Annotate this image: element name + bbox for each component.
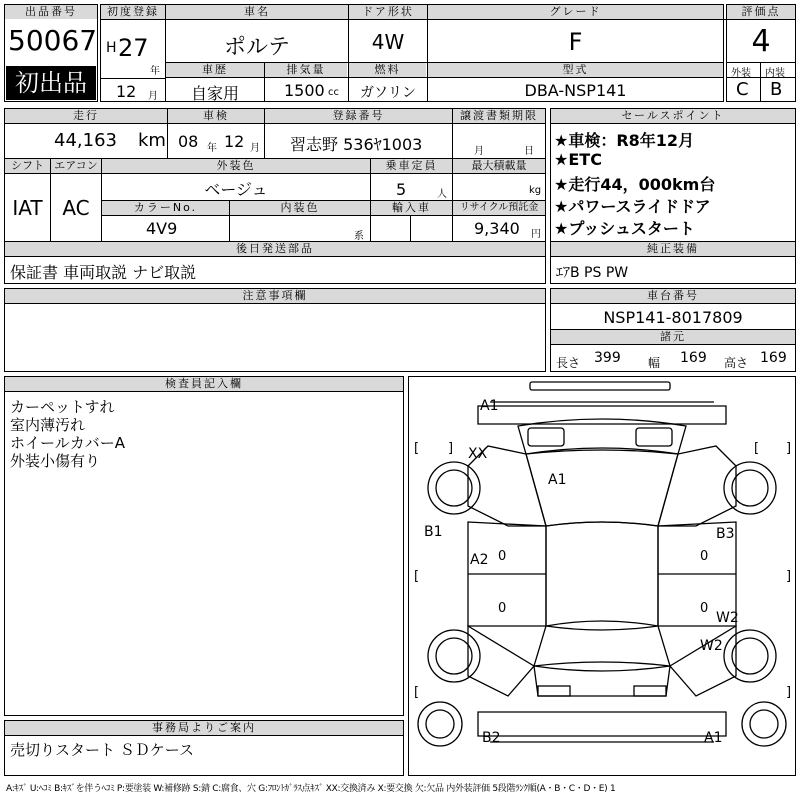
width-label: 幅	[648, 356, 661, 370]
damage-left-front: XX	[468, 446, 488, 462]
inspection-year-unit: 年	[207, 143, 217, 154]
shift-label: シフト	[5, 159, 50, 173]
era: H	[106, 40, 117, 56]
door-label: ドア形状	[349, 5, 427, 19]
svg-text:0: 0	[498, 601, 507, 616]
door-type: 4W	[371, 30, 405, 54]
svg-text:]: ]	[786, 441, 792, 456]
ext-color: ベージュ	[204, 180, 268, 199]
import-label: 輸入車	[371, 201, 452, 215]
capacity: 5	[396, 180, 407, 199]
plate-label: 登録番号	[265, 109, 452, 123]
displacement-label: 排気量	[265, 63, 347, 77]
car-name-label: 車名	[166, 5, 348, 19]
color-no: 4V9	[146, 219, 178, 238]
shift: IAT	[12, 196, 43, 220]
damage-left-door: A2	[470, 552, 489, 568]
later-parts-label: 後日発送部品	[5, 242, 545, 256]
equipment-label: 純正装備	[551, 242, 795, 256]
displacement: 1500	[284, 81, 325, 100]
spec-label: 諸元	[551, 330, 795, 344]
damage-right-rear: W2	[700, 638, 723, 654]
transfer-day: 日	[524, 146, 534, 157]
load-unit: kg	[529, 185, 542, 196]
sales-points-label: セールスポイント	[551, 109, 795, 123]
recycle: 9,340	[474, 219, 520, 238]
svg-text:[: [	[414, 685, 420, 700]
exterior-label: 外装	[731, 68, 751, 79]
reg-year-unit: 年	[150, 66, 160, 77]
damage-bonnet: A1	[548, 472, 567, 488]
sales-point: ★走行44，000km台	[554, 175, 716, 194]
score-label: 評価点	[727, 5, 795, 19]
inspection-month: 12	[224, 132, 245, 151]
legend: A:ｷｽﾞ U:ﾍｺﾐ B:ｷｽﾞを伴うﾍｺﾐ P:要塗装 W:補修跡 S:錆 C:腐食、穴 G:ﾌﾛﾝﾄｶﾞﾗｽ点ｷｽﾞ XX:交換済み X:要交換 欠:欠品 内外装評価 5段階ﾗﾝｸ順(A・B・C・D・E) 1	[6, 784, 616, 794]
reg-month-unit: 月	[148, 91, 158, 102]
exterior-grade: C	[736, 79, 749, 100]
inspector-line: 室内薄汚れ	[10, 416, 86, 434]
damage-left-side: B1	[424, 524, 443, 540]
fuel: ガソリン	[360, 85, 416, 101]
transfer-month: 月	[474, 146, 484, 157]
svg-text:[: [	[754, 441, 760, 456]
ac: AC	[62, 196, 90, 220]
equipment: ｴｱB PS PW	[556, 265, 629, 281]
int-color-unit: 系	[354, 231, 364, 242]
height: 169	[760, 350, 787, 366]
displacement-unit: cc	[328, 87, 339, 98]
lot-label: 出品番号	[5, 5, 97, 19]
capacity-unit: 人	[437, 189, 447, 200]
height-label: 高さ	[724, 356, 749, 370]
interior-grade: B	[770, 79, 783, 100]
first-reg-label: 初度登録	[101, 5, 165, 19]
svg-text:]: ]	[448, 441, 454, 456]
length: 399	[594, 350, 621, 366]
capacity-label: 乗車定員	[371, 159, 452, 173]
score: 4	[751, 24, 771, 59]
history-label: 車歴	[166, 63, 264, 77]
inspection-year: 08	[178, 132, 199, 151]
transfer-label: 譲渡書類期限	[453, 109, 545, 123]
ac-label: エアコン	[51, 159, 101, 173]
inspector-line: カーペットすれ	[10, 398, 115, 416]
load-label: 最大積載量	[453, 159, 545, 173]
grade-label: グレード	[428, 5, 723, 19]
reg-year: 27	[118, 34, 149, 62]
damage-right-door: W2	[716, 610, 739, 626]
recycle-unit: 円	[531, 229, 541, 240]
interior-label: 内装	[765, 68, 785, 79]
fuel-label: 燃料	[349, 63, 426, 77]
first-listing-badge: 初出品	[6, 66, 96, 100]
width: 169	[680, 350, 707, 366]
inspector-line: 外装小傷有り	[10, 452, 101, 470]
sales-point: ★ETC	[554, 150, 602, 169]
color-no-label: カラーNo.	[102, 201, 229, 215]
chassis-label: 車台番号	[551, 289, 795, 303]
model-label: 型式	[428, 63, 723, 77]
sales-point: ★パワースライドドア	[554, 197, 711, 216]
inspection-label: 車検	[168, 109, 264, 123]
svg-text:]: ]	[786, 685, 792, 700]
svg-text:[: [	[414, 441, 420, 456]
recycle-label: リサイクル預託金	[453, 201, 545, 215]
reg-month: 12	[116, 82, 137, 101]
svg-text:0: 0	[498, 549, 507, 564]
inspector-line: ホイールカバーA	[10, 434, 125, 452]
damage-rear-left: B2	[482, 730, 501, 746]
model: DBA-NSP141	[524, 81, 627, 100]
mileage-unit: km	[138, 130, 166, 151]
svg-text:]: ]	[786, 569, 792, 584]
int-color-label: 内装色	[230, 201, 370, 215]
inspector-label: 検査員記入欄	[5, 377, 403, 391]
svg-text:0: 0	[700, 549, 709, 564]
car-diagram	[408, 376, 796, 776]
grade: F	[568, 28, 583, 56]
mileage-label: 走行	[5, 109, 167, 123]
office-note: 売切りスタート ＳＤケース	[10, 741, 195, 759]
notes-label: 注意事項欄	[5, 289, 545, 303]
svg-text:[: [	[414, 569, 420, 584]
damage-front: A1	[480, 398, 499, 414]
inspection-month-unit: 月	[250, 143, 260, 154]
length-label: 長さ	[556, 356, 581, 370]
car-name: ポルテ	[223, 35, 290, 60]
damage-right-side: B3	[716, 526, 735, 542]
mileage: 44,163	[54, 130, 117, 151]
sales-point: ★車検：R8年12月	[554, 131, 695, 150]
svg-text:0: 0	[700, 601, 709, 616]
office-label: 事務局よりご案内	[5, 721, 403, 735]
history: 自家用	[190, 84, 239, 103]
plate: 習志野 536ﾔ1003	[290, 135, 423, 154]
sales-point: ★プッシュスタート	[554, 219, 695, 238]
lot-number: 50067	[8, 24, 98, 57]
later-parts: 保証書 車両取説 ナビ取説	[10, 263, 197, 282]
chassis-number: NSP141-8017809	[603, 308, 743, 327]
ext-color-label: 外装色	[102, 159, 370, 173]
damage-rear-right: A1	[704, 730, 723, 746]
